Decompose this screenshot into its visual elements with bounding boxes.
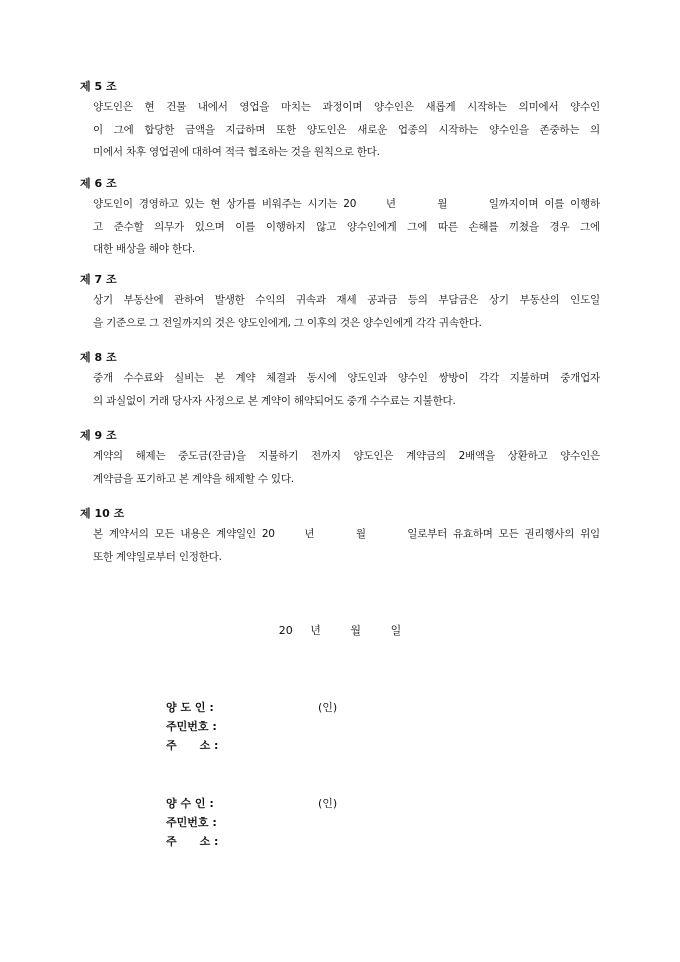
- transferor-signature-block: [166, 698, 338, 755]
- article-line: 이 그에 합당한 금액을 지급하며 또한 양도인은 새로운 업종의 시작하는 양수인을 존중하는 의: [93, 123, 600, 136]
- transferee-seal: (인): [318, 797, 338, 810]
- article-line: 미에서 차후 영업권에 대하여 적극 협조하는 것을 원칙으로 한다.: [93, 146, 380, 158]
- article-line: 중개 수수료와 실비는 본 계약 체결과 동시에 양도인과 양수인 쌍방이 각각 지불하며 중개업자: [93, 372, 600, 384]
- date-year-unit: 년: [310, 624, 321, 637]
- article-title: 제 7 조: [80, 273, 117, 286]
- article-5: [80, 80, 600, 164]
- article-line: 양도인이 경영하고 있는 현 상가를 비워주는 시기는 20 년 월 일까지이며 이를 이행하: [93, 198, 600, 210]
- transferor-id-label: 주민번호 :: [166, 720, 217, 733]
- article-8: [80, 351, 600, 412]
- contract-date: [0, 622, 680, 638]
- article-9: [80, 429, 600, 490]
- article-line: 본 계약서의 모든 내용은 계약일인 20 년 월 일로부터 유효하며 모든 권리행사의 위임: [93, 528, 600, 540]
- transferee-name-label: 양 수 인 :: [166, 797, 214, 810]
- article-line: 을 기준으로 그 전일까지의 것은 양도인에게, 그 이후의 것은 양수인에게 각각 귀속한다.: [93, 316, 482, 329]
- article-line: 상기 부동산에 관하여 발생한 수익의 귀속과 재세 공과금 등의 부담금은 상기 부동산의 인도일: [93, 294, 600, 306]
- transferor-seal: (인): [318, 701, 338, 714]
- article-title: 제 8 조: [80, 351, 117, 364]
- article-body: [93, 289, 600, 334]
- article-body: [93, 96, 600, 164]
- article-line: 계약금을 포기하고 본 계약을 해제할 수 있다.: [93, 472, 294, 485]
- article-title: 제 5 조: [80, 80, 117, 93]
- article-body: [93, 367, 600, 412]
- transferor-name-label: 양 도 인 :: [166, 701, 214, 714]
- date-month-unit: 월: [350, 624, 362, 637]
- transferee-address-label: 주 소 :: [166, 835, 219, 848]
- article-title: 제 9 조: [80, 429, 117, 442]
- article-6: [80, 177, 600, 261]
- article-line: 또한 계약일로부터 인정한다.: [93, 550, 222, 563]
- article-line: 계약의 해제는 중도금(잔금)을 지불하기 전까지 양도인은 계약금의 2배액을 상환하고 양수인은: [93, 450, 600, 462]
- article-body: [93, 445, 600, 490]
- article-line: 양도인은 현 건물 내에서 영업을 마치는 과정이며 양수인은 새롭게 시작하는 의미에서 양수인: [93, 101, 600, 113]
- transferor-address-label: 주 소 :: [166, 739, 219, 752]
- article-line: 의 과실없이 거래 당사자 사정으로 본 계약이 해약되어도 중개 수수료는 지불한다.: [93, 394, 456, 407]
- date-day-unit: 일: [390, 624, 402, 637]
- article-line: 대한 배상을 해야 한다.: [93, 243, 196, 255]
- article-body: [93, 193, 600, 261]
- article-title: 제 10 조: [80, 507, 125, 520]
- transferee-signature-block: [166, 794, 338, 851]
- date-year: 20: [278, 624, 293, 637]
- transferee-id-label: 주민번호 :: [166, 816, 217, 829]
- article-7: [80, 273, 600, 334]
- article-title: 제 6 조: [80, 177, 117, 190]
- article-body: [93, 523, 600, 568]
- article-line: 고 준수할 의무가 있으며 이를 이행하지 않고 양수인에게 그에 따른 손해를 끼쳤을 경우 그에: [93, 220, 600, 233]
- article-10: [80, 507, 600, 568]
